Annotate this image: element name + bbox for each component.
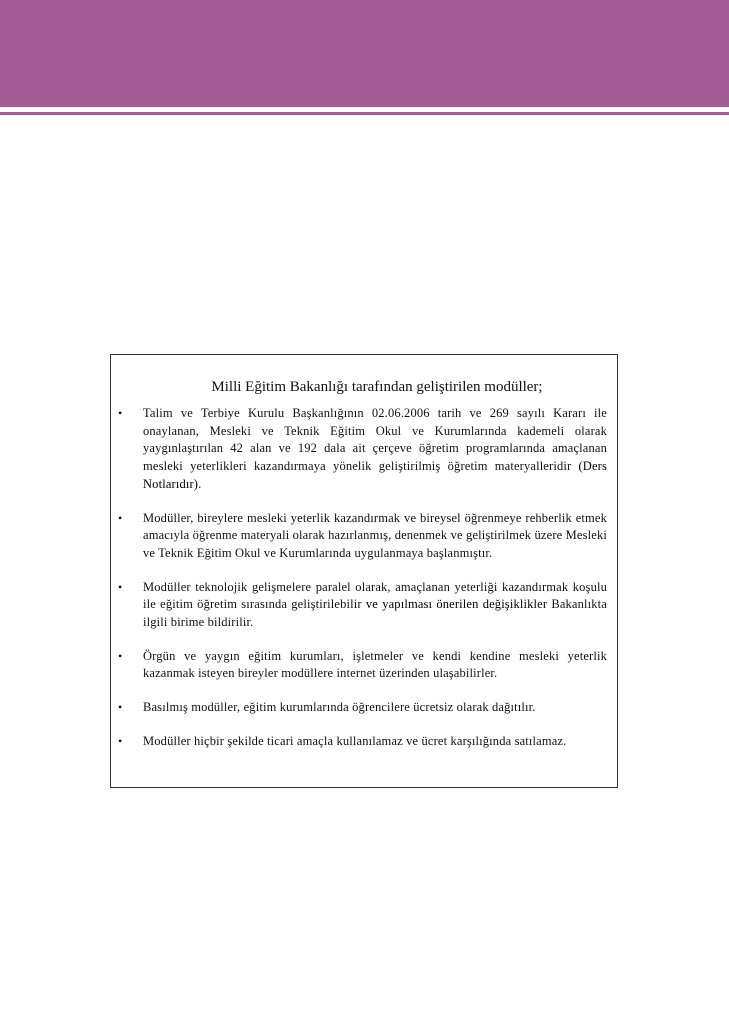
header-divider-line [0, 112, 729, 115]
notice-heading: Milli Eğitim Bakanlığı tarafından geliştirilen modüller; [211, 379, 543, 395]
notice-item-text: Talim ve Terbiye Kurulu Başkanlığının 02.06.2006 tarih ve 269 sayılı Kararı ile onaylanan, Mesleki ve Teknik Eğitim Okul ve Kurumlarında kademeli olarak yaygınlaştırılan 42 alan ve 192 dala ait çerçeve öğretim programlarında amaçlanan mesleki yeterlikleri kazandırmaya yönelik geliştirilmiş öğretim materyalleridir [143, 406, 607, 474]
bullet-icon: • [118, 510, 123, 525]
bullet-icon: • [118, 733, 123, 748]
notice-item-emphasis: (Ders Notlarıdır) [143, 459, 607, 491]
header-color-band [0, 0, 729, 107]
notice-item-tail: Bakanlıkta ilgili birime bildirilir. [143, 597, 607, 630]
notice-item-3 [111, 579, 617, 632]
notice-item-1 [111, 405, 617, 494]
bullet-icon: • [118, 700, 123, 715]
bullet-icon: • [118, 579, 123, 594]
notice-list [111, 405, 617, 767]
notice-item-6 [111, 733, 617, 751]
notice-item-text: Modüller hiçbir şekilde ticari amaçla kullanılamaz ve ücret karşılığında satılamaz. [143, 733, 567, 748]
notice-item-text: Örgün ve yaygın eğitim kurumları, işletmeler ve kendi kendine mesleki yeterlik kazanmak isteyen bireyler modüllere internet üzerinden ulaşabilirler. [143, 648, 607, 681]
notice-item-2 [111, 510, 617, 563]
notice-item-4 [111, 648, 617, 683]
notice-item-text: Modüller, bireylere mesleki yeterlik kazandırmak ve bireysel öğrenmeye rehberlik etmek amacıyla öğrenme materyali olarak hazırlanmış, denenmek ve geliştirilmek üzere Mesleki ve Teknik Eğitim Okul ve Kurumlarında uygulanmaya başlanmıştır. [143, 510, 607, 560]
notice-item-5 [111, 699, 617, 717]
notice-item-tail: . [198, 476, 202, 491]
notice-item-text: Modüller teknolojik gelişmelere paralel olarak, amaçlanan yeterliği kazandırmak koşulu ile eğitim öğretim sırasında geliştirilebilir [143, 579, 607, 612]
bullet-icon: • [118, 406, 123, 420]
notice-box [110, 354, 618, 788]
bullet-icon: • [118, 648, 123, 663]
notice-item-emphasis: ve yapılması önerilen değişiklikler [365, 597, 548, 612]
notice-item-text: Basılmış modüller, eğitim kurumlarında öğrencilere ücretsiz olarak dağıtılır. [143, 700, 536, 715]
